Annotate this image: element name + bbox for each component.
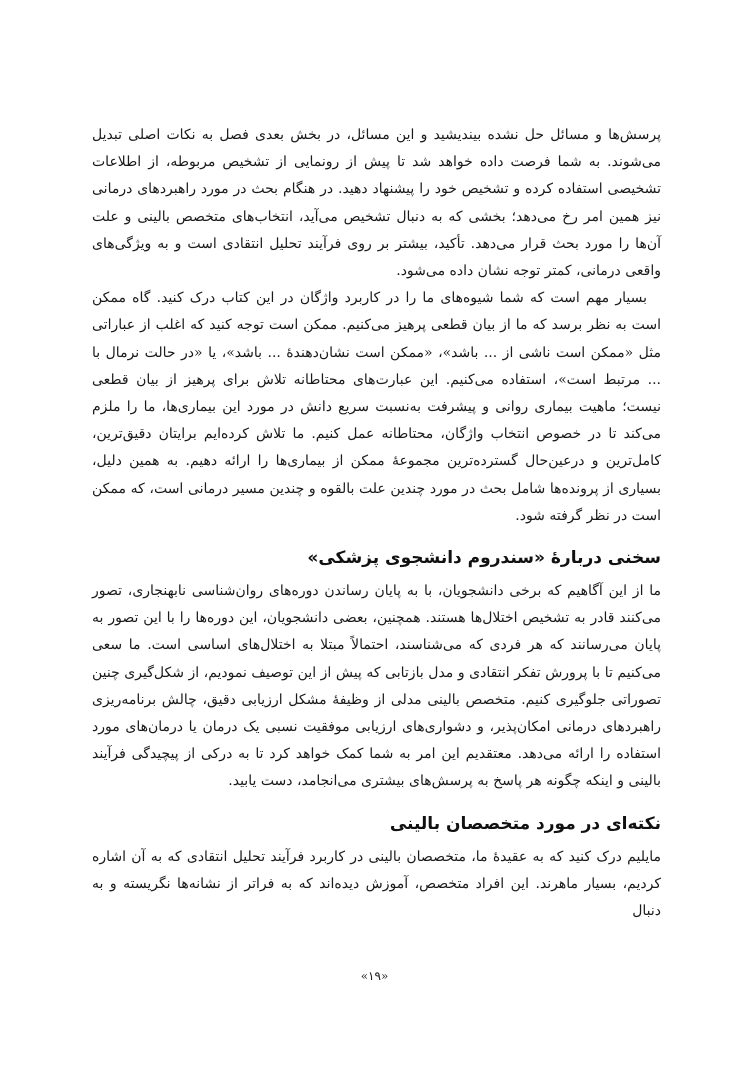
body-paragraph: مایلیم درک کنید که به عقیدهٔ ما، متخصصان بالینی در کاربرد فرآیند تحلیل انتقادی که به آن اشاره کردیم، بسیار ماهرند. این افراد متخصص، آموزش دیده‌اند که به فراتر از نشانه‌ها نگریسته و به دنبال [92,848,661,920]
document-page [92,122,661,925]
body-paragraph: ما از این آگاهیم که برخی دانشجویان، با به پایان رساندن دوره‌های روان‌شناسی نابهنجاری، تصور می‌کنند قادر به تشخیص اختلال‌ها هستند. همچنین، بعضی دانشجویان، این دوره‌ها را با این تصور به پایان می‌رسانند که هر فردی که می‌شناسند، احتمالاً مبتلا به اختلال‌های اساسی است. ما سعی می‌کنیم تا با پرورش تفکر انتقادی و مدل بازتابی که پیش از این توصیف نمودیم، از شکل‌گیری چنین تصوراتی جلوگیری کنیم. متخصص بالینی مدلی از وظیفهٔ مشکل ارزیابی دقیق، چالش برنامه‌ریزی راهبردهای درمانی امکان‌پذیر، و دشواری‌های ارزیابی موفقیت نسبی یک درمان یا درمان‌های مورد استفاده را ارائه می‌دهد. معتقدیم این امر به شما کمک خواهد کرد تا به درکی از پیچیدگی فرآیند بالینی و اینکه چگونه هر پاسخ به پرسش‌های بیشتری می‌انجامد، دست یابید. [92,583,661,790]
section-heading: سخنی دربارهٔ «سندروم دانشجوی پزشکی» [307,548,661,569]
page-number: «۱۹» [360,969,389,983]
body-paragraph: پرسش‌ها و مسائل حل نشده بیندیشید و این مسائل، در بخش بعدی فصل به نکات اصلی تبدیل می‌شوند. به شما فرصت داده خواهد شد تا پیش از رونمایی از تشخیص مربوطه، از اطلاعات تشخیصی استفاده کرده و تشخیص خود را پیشنهاد دهید. در هنگام بحث در مورد راهبردهای درمانی نیز همین امر رخ می‌دهد؛ بخشی که به دنبال تشخیص می‌آید، انتخاب‌های متخصص بالینی و علت آن‌ها را مورد بحث قرار می‌دهد. تأکید، بیشتر بر روی فرآیند تحلیل انتقادی است و به ویژگی‌های واقعی درمانی، کمتر توجه نشان داده می‌شود. [92,127,661,280]
section-heading: نکته‌ای در مورد متخصصان بالینی [389,813,661,834]
body-paragraph: بسیار مهم است که شما شیوه‌های ما را در کاربرد واژگان در این کتاب درک کنید. گاه ممکن است به نظر برسد که ما از بیان قطعی پرهیز می‌کنیم. ممکن است توجه کنید که اغلب از عباراتی مثل «ممکن است ناشی از ... باشد»، «ممکن است نشان‌دهندهٔ ... باشد»، یا «در حالت نرمال با ... مرتبط است»، استفاده می‌کنیم. این عبارت‌های محتاطانه تلاش برای پرهیز از بیان قطعی نیست؛ ماهیت بیماری روانی و پیشرفت به‌نسبت سریع دانش در مورد این بیماری‌ها، ما را ملزم می‌کند تا در خصوص انتخاب واژگان، محتاطانه عمل کنیم. ما تلاش کرده‌ایم برایتان دقیق‌ترین، کامل‌ترین و درعین‌حال گسترده‌ترین مجموعهٔ ممکن از بیماری‌ها را ارائه دهیم. به همین دلیل، بسیاری از پرونده‌ها شامل بحث در مورد چندین علت بالقوه و چندین مسیر درمانی است، که ممکن است در نظر گرفته شود. [92,290,661,524]
